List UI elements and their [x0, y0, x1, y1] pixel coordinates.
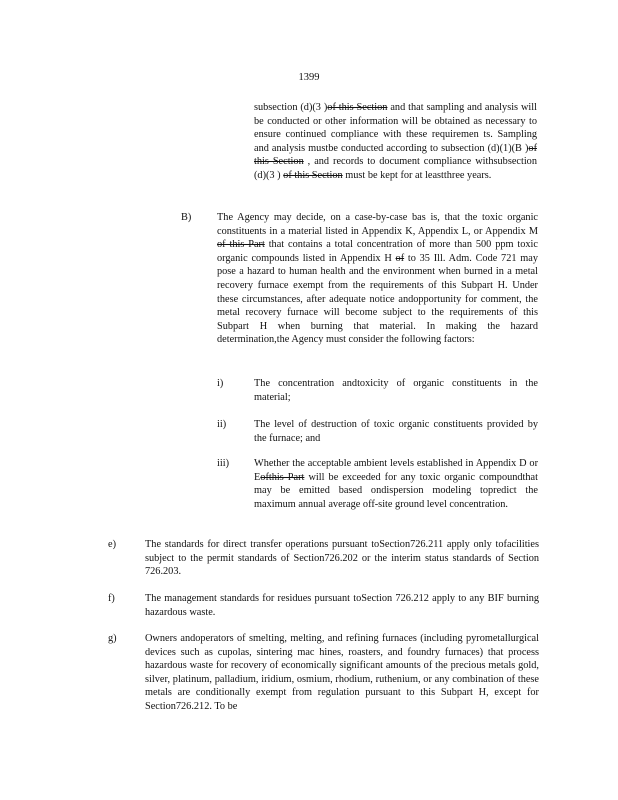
- page-number: 1399: [298, 72, 320, 83]
- item-f-paragraph: The management standards for residues pursuant toSection 726.212 apply to any BIF burning hazardous waste.: [145, 593, 539, 618]
- item-i-paragraph: The concentration andtoxicity of organic constituents in the material;: [254, 378, 538, 403]
- struck-text: of: [395, 252, 405, 264]
- item-ii-paragraph: The level of destruction of toxic organic constituents provided by the furnace; and: [254, 419, 538, 444]
- struck-text: of this Section: [283, 169, 343, 181]
- struck-text: ofthis Part: [260, 471, 305, 483]
- item-label-ii: ii): [217, 419, 227, 430]
- struck-text: of this Part: [217, 239, 265, 251]
- item-label-f: f): [108, 593, 115, 604]
- item-e-paragraph: The standards for direct transfer operations pursuant toSection726.211 apply only tofacilities subject to the permit standards of Section726.202 or the interim status standards of Section 726.203.: [145, 539, 539, 578]
- continuation-paragraph: subsection (d)(3 )of this Section and that sampling and analysis will be conducted or other information will be obtained as necessary to ensure continued compliance with these requiremen ts. Sampling and analysis mustbe conducted according to subsection (d)(1)(B )of this Section , and records to document compliance withsubsection (d)(3 ) of this Section must be kept for at leastthree years.: [254, 102, 537, 181]
- item-g-paragraph: Owners andoperators of smelting, melting, and refining furnaces (including pyrometallurgical devices such as cupolas, sintering mac hines, roasters, and foundry furnaces) that process hazardous waste for recovery of economically significant amounts of the precious metals gold, silver, platinum, palladium, iridium, osmium, rhodium, ruthenium, or any combination of these metals are conditionally exempt from regulation pursuant to this Subpart H, except for Section726.212. To be: [145, 633, 539, 712]
- struck-text: of this Section: [327, 102, 388, 113]
- item-label-i: i): [217, 378, 224, 389]
- item-label-g: g): [108, 633, 117, 644]
- item-B-paragraph: The Agency may decide, on a case-by-case bas is, that the toxic organic constituents in a material listed in Appendix K, Appendix L, or Appendix M of this Part that contains a total concentration of more than 500 ppm toxic organic compounds listed in Appendix H of to 35 Ill. Adm. Code 721 may pose a hazard to human health and the environment when burned in a metal recovery furnace exempt from the requirements of this Subpart H. Under these circumstances, after adequate notice andopportunity for comment, the metal recovery furnace will become subject to the requirements of this Subpart H when burning that material. In making the hazard determination,the Agency must consider the following factors:: [217, 212, 538, 346]
- item-label-B: B): [181, 212, 192, 223]
- item-iii-paragraph: Whether the acceptable ambient levels established in Appendix D or Eofthis Part will be exceeded for any toxic organic compoundthat may be emitted based ondispersion modeling topredict the maximum annual average off-site ground level concentration.: [254, 458, 538, 510]
- struck-text: of this Section: [254, 142, 537, 168]
- item-label-iii: iii): [217, 458, 230, 469]
- item-label-e: e): [108, 539, 116, 550]
